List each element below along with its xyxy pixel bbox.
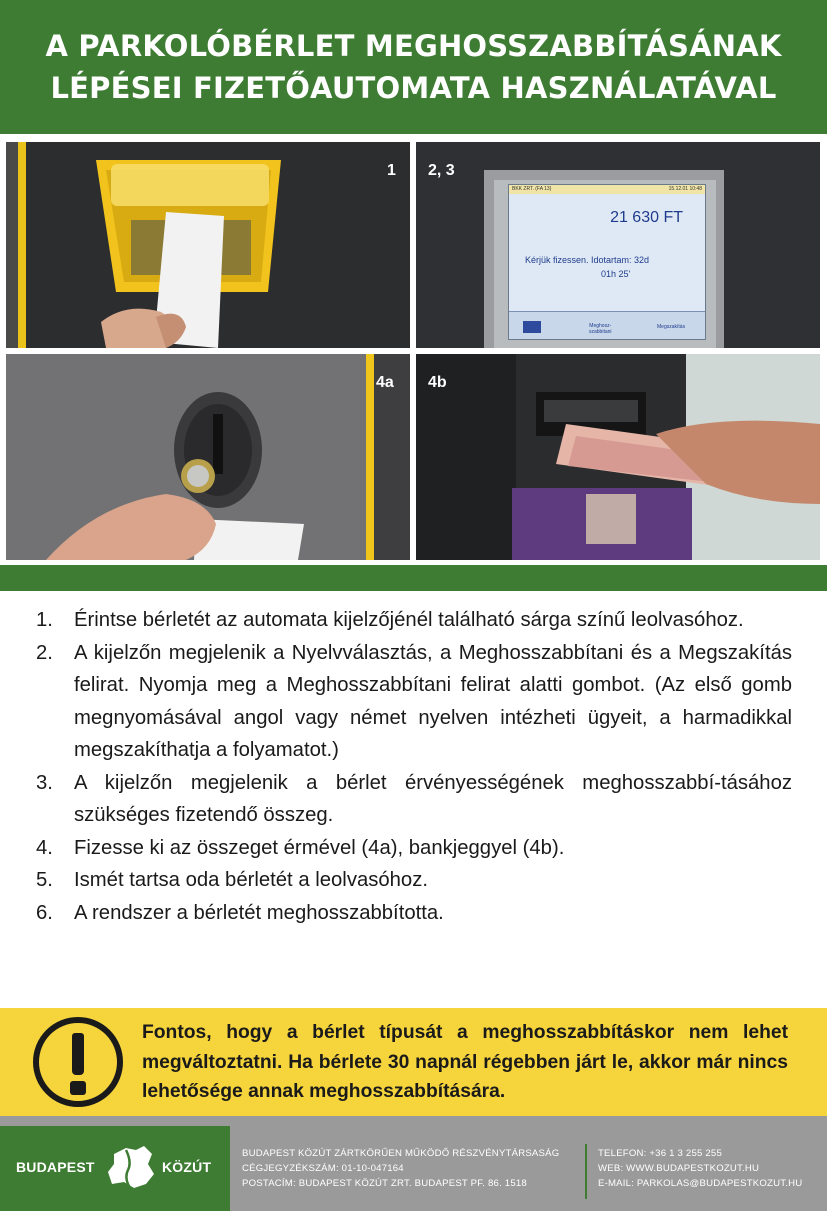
screen-header-left: BKK ZRT. (FA 13) [512, 186, 552, 192]
step-text: A rendszer a bérletét meghosszabbította. [74, 901, 444, 924]
budapest-map-icon [106, 1144, 156, 1190]
postal-address: POSTACÍM: BUDAPEST KÖZÚT ZRT. BUDAPEST PF. 86. 1518 [242, 1178, 527, 1189]
contact-web-link[interactable]: WEB: WWW.BUDAPESTKOZUT.HU [598, 1163, 760, 1174]
page-header [0, 0, 827, 134]
photo-card-reader [6, 142, 410, 348]
step-text: Fizesse ki az összeget érmével (4a), bankjeggyel (4b). [74, 836, 565, 859]
screen-message-2: 01h 25' [601, 269, 631, 279]
instruction-step [36, 767, 792, 832]
instruction-step [36, 604, 792, 637]
softkey-extend-line-1: Meghosz- [589, 323, 612, 329]
screen-display [508, 184, 706, 340]
instruction-step [36, 897, 792, 930]
instruction-step [36, 637, 792, 767]
step-number: 6. [36, 901, 53, 924]
photo-display-screen [416, 142, 820, 348]
logo-text-right: KÖZÚT [162, 1159, 212, 1175]
photo-label-4b: 4b [428, 374, 447, 391]
exclamation-icon [33, 1017, 123, 1107]
instruction-step [36, 832, 792, 865]
softkey-cancel-label[interactable]: Megszakítás [657, 324, 686, 330]
logo-text-left: BUDAPEST [16, 1159, 95, 1175]
page-footer [0, 1116, 827, 1211]
step-number: 4. [36, 836, 53, 859]
photo-label-4a: 4a [376, 374, 394, 391]
banknote-slot-illustration [416, 354, 820, 560]
warning-text: Fontos, hogy a bérlet típusát a meghosszabbításkor nem lehet megváltoztatni. Ha bérlete 30 napnál régebben járt le, akkor már nincs lehetősége annak meghosszabbítására. [142, 1022, 788, 1102]
title-line-2: LÉPÉSEI FIZETŐAUTOMATA HASZNÁLATÁVAL [50, 71, 777, 105]
warning-box [0, 1008, 827, 1116]
footer-separator [585, 1144, 587, 1199]
divider-band [0, 565, 827, 591]
exclamation-dot [70, 1081, 86, 1095]
exclamation-bar [72, 1033, 84, 1075]
coin-slot-illustration [6, 354, 410, 560]
screen-amount: 21 630 FT [610, 209, 683, 226]
company-registration: CÉGJEGYZÉKSZÁM: 01-10-047164 [242, 1163, 404, 1174]
step-number: 5. [36, 869, 53, 891]
instruction-step [36, 864, 792, 897]
step-number: 2. [36, 641, 53, 664]
screen-message-1: Kérjük fizessen. Idotartam: 32d [525, 255, 650, 265]
contact-email-link[interactable]: E-MAIL: PARKOLAS@BUDAPESTKOZUT.HU [598, 1178, 803, 1189]
company-name: BUDAPEST KÖZÚT ZÁRTKÖRŰEN MŰKÖDŐ RÉSZVÉNYTÁRSASÁG [242, 1148, 560, 1159]
photo-label-2-3: 2, 3 [428, 162, 455, 179]
photo-label-1: 1 [387, 162, 396, 179]
contact-info [598, 1146, 802, 1191]
photo-banknote-slot [416, 354, 820, 560]
company-logo [0, 1126, 230, 1211]
photo-coin-slot [6, 354, 410, 560]
step-text: Érintse bérletét az automata kijelzőjénél található sárga színű leolvasóhoz. [74, 609, 744, 631]
step-number: 3. [36, 771, 53, 794]
softkey-extend-label[interactable] [589, 323, 612, 335]
page-title [24, 25, 804, 109]
instruction-list [36, 604, 792, 929]
step-number: 1. [36, 609, 53, 631]
screen-header [509, 185, 705, 194]
step-text: A kijelzőn megjelenik a Nyelvválasztás, a Meghosszabbítani és a Megszakítás felirat. Nyomja meg a Meghosszabbítani felirat alatti gombot. (Az első gomb megnyomásával angol vagy német nyelven intézheti ügyeit, a harmadikkal megszakíthatja a folyamatot.) [74, 641, 792, 761]
contact-phone: TELEFON: +36 1 3 255 255 [598, 1148, 722, 1159]
photo-grid [0, 134, 827, 565]
softkey-extend-line-2: szabbitani [589, 329, 612, 335]
step-text: Ismét tartsa oda bérletét a leolvasóhoz. [74, 869, 428, 891]
company-info [242, 1146, 559, 1191]
language-flag-icon[interactable] [523, 321, 541, 333]
screen-header-right: 15.12.01 10:48 [668, 186, 702, 192]
card-reader-illustration [6, 142, 410, 348]
step-text: A kijelzőn megjelenik a bérlet érvényességének meghosszabbí-tásához szükséges fizetendő összeg. [74, 771, 792, 826]
title-line-1: A PARKOLÓBÉRLET MEGHOSSZABBÍTÁSÁNAK [45, 29, 782, 63]
